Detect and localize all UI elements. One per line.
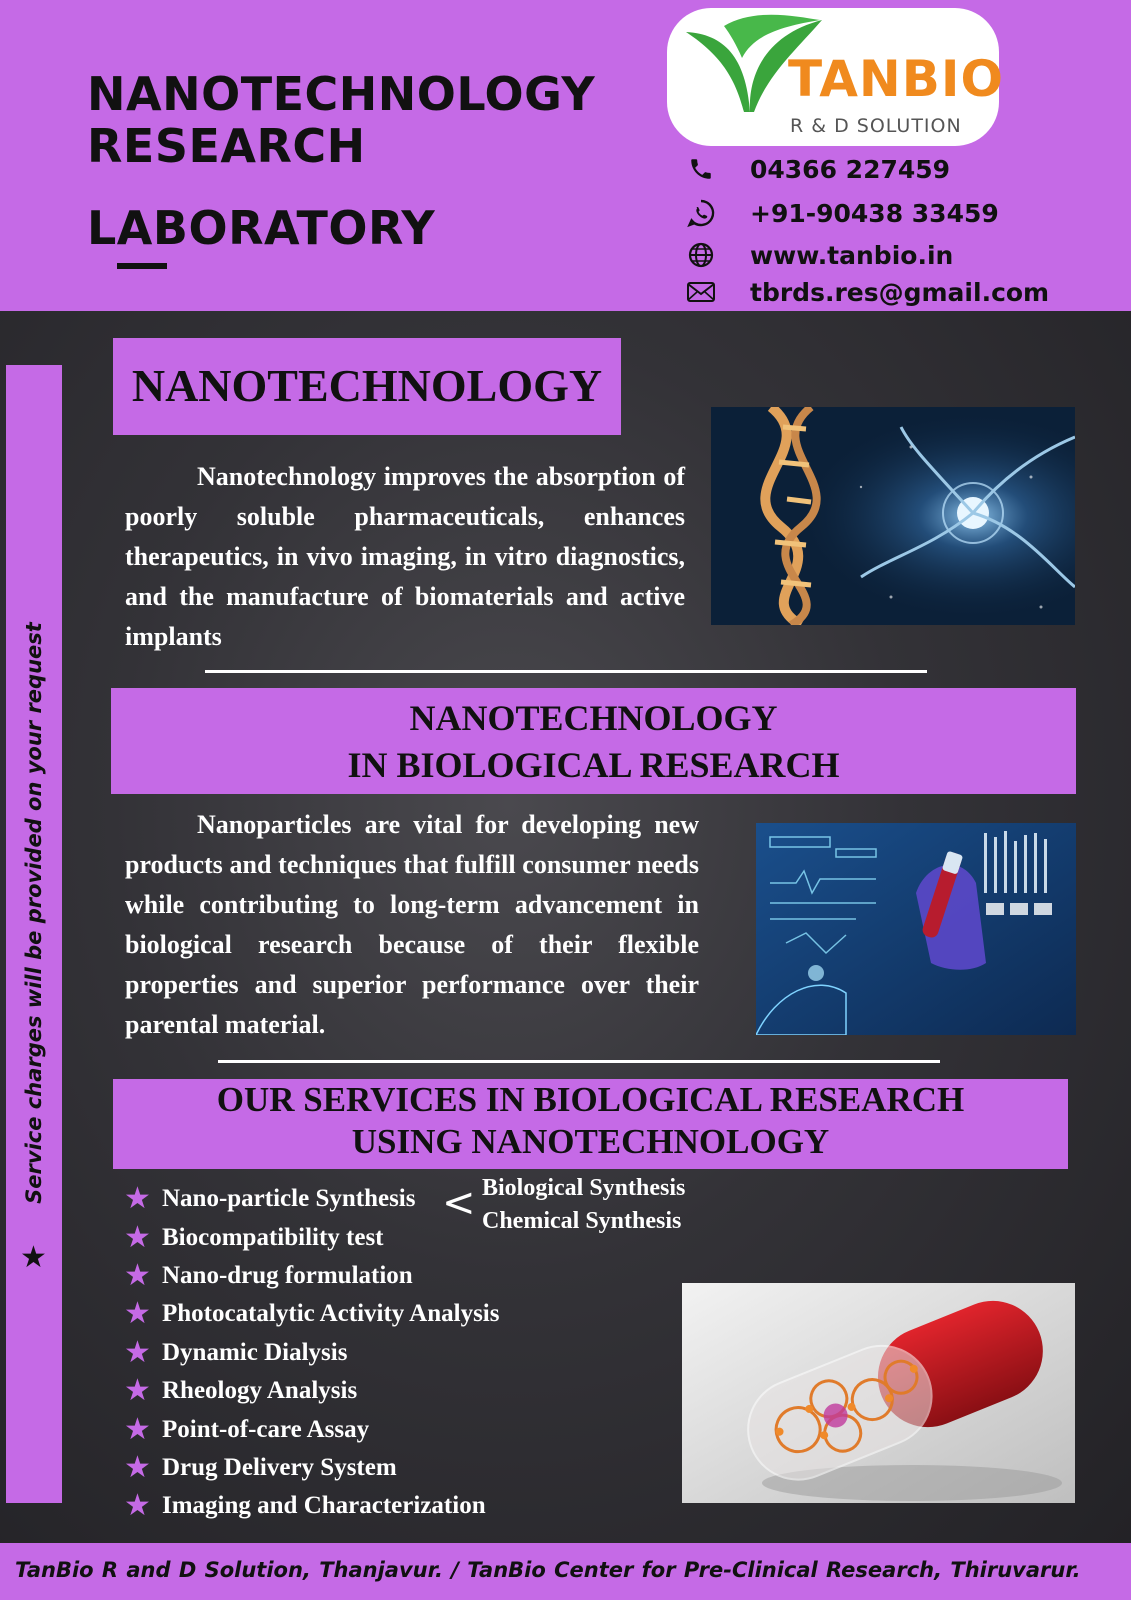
section-divider-1 bbox=[205, 670, 927, 673]
services-list bbox=[124, 1180, 499, 1526]
contact-website[interactable] bbox=[684, 240, 954, 270]
star-bullet-icon: ★ bbox=[124, 1489, 151, 1523]
star-bullet-icon: ★ bbox=[124, 1182, 151, 1216]
star-bullet-icon: ★ bbox=[124, 1412, 151, 1446]
logo-subtitle: R & D SOLUTION bbox=[790, 115, 962, 137]
contact-email[interactable] bbox=[684, 277, 1050, 307]
contact-whatsapp[interactable] bbox=[684, 198, 999, 228]
mail-icon bbox=[684, 277, 718, 307]
contact-website-text: www.tanbio.in bbox=[750, 240, 954, 270]
contact-phone[interactable] bbox=[684, 154, 951, 184]
list-item: ★ Imaging and Characterization bbox=[124, 1489, 486, 1523]
service-charge-note: Service charges will be provided on your request bbox=[22, 622, 46, 1204]
star-bullet-icon: ★ bbox=[124, 1297, 151, 1331]
list-item: ★ Photocatalytic Activity Analysis bbox=[124, 1297, 500, 1331]
section2-heading-line1: NANOTECHNOLOGY bbox=[409, 698, 778, 738]
contact-email-text: tbrds.res@gmail.com bbox=[750, 277, 1050, 307]
footer bbox=[0, 1543, 1131, 1600]
nano-capsule-image bbox=[682, 1283, 1075, 1503]
contact-whatsapp-text: +91-90438 33459 bbox=[750, 198, 999, 228]
page-title-line2: RESEARCH bbox=[87, 119, 366, 173]
section3-heading-line1: OUR SERVICES IN BIOLOGICAL RESEARCH bbox=[216, 1080, 965, 1119]
phone-icon bbox=[684, 154, 718, 184]
list-item: ★ Dynamic Dialysis bbox=[124, 1335, 348, 1369]
whatsapp-icon bbox=[684, 198, 718, 228]
list-item: ★ Biocompatibility test bbox=[124, 1220, 384, 1254]
list-item: ★ Drug Delivery System bbox=[124, 1450, 397, 1484]
section1-paragraph: Nanotechnology improves the absorption of poorly soluble pharmaceuticals, enhances therapeutics, in vivo imaging, in vitro diagnostics, and the manufacture of biomaterials and active implants bbox=[125, 462, 685, 651]
section2-heading-line2: IN BIOLOGICAL RESEARCH bbox=[347, 745, 840, 785]
star-icon: ★ bbox=[20, 1241, 47, 1274]
section3-heading-line2: USING NANOTECHNOLOGY bbox=[351, 1122, 830, 1161]
star-bullet-icon: ★ bbox=[124, 1450, 151, 1484]
lab-test-tube-image bbox=[756, 823, 1076, 1035]
contact-phone-text: 04366 227459 bbox=[750, 154, 951, 184]
page-title-line1: NANOTECHNOLOGY bbox=[87, 67, 596, 121]
list-item: ★ Nano-particle Synthesis bbox=[124, 1182, 416, 1216]
globe-icon bbox=[684, 240, 718, 270]
list-item: ★ Nano-drug formulation bbox=[124, 1258, 413, 1292]
list-item: ★ Point-of-care Assay bbox=[124, 1412, 370, 1446]
footer-address: TanBio R and D Solution, Thanjavur. / TanBio Center for Pre-Clinical Research, Thiruvarur. bbox=[15, 1558, 1081, 1582]
synthesis-option-chemical: Chemical Synthesis bbox=[482, 1208, 682, 1234]
page-title-line3: LABORATORY bbox=[87, 201, 436, 255]
star-bullet-icon: ★ bbox=[124, 1258, 151, 1292]
section1-heading: NANOTECHNOLOGY bbox=[131, 360, 603, 411]
title-underline bbox=[117, 263, 167, 269]
header bbox=[0, 0, 1131, 311]
synthesis-bracket: < bbox=[442, 1180, 476, 1226]
star-bullet-icon: ★ bbox=[124, 1335, 151, 1369]
logo-wordmark: TANBIO bbox=[788, 50, 1004, 108]
star-bullet-icon: ★ bbox=[124, 1220, 151, 1254]
list-item: ★ Rheology Analysis bbox=[124, 1374, 358, 1408]
synthesis-option-biological: Biological Synthesis bbox=[482, 1175, 686, 1201]
section-divider-2 bbox=[218, 1060, 940, 1063]
dna-nanobot-image bbox=[711, 407, 1075, 625]
section2-paragraph: Nanoparticles are vital for developing new products and techniques that fulfill consumer needs while contributing to long-term advancement in biological research because of their flexible properties and superior performance over their parental material. bbox=[125, 810, 699, 1039]
star-bullet-icon: ★ bbox=[124, 1374, 151, 1408]
